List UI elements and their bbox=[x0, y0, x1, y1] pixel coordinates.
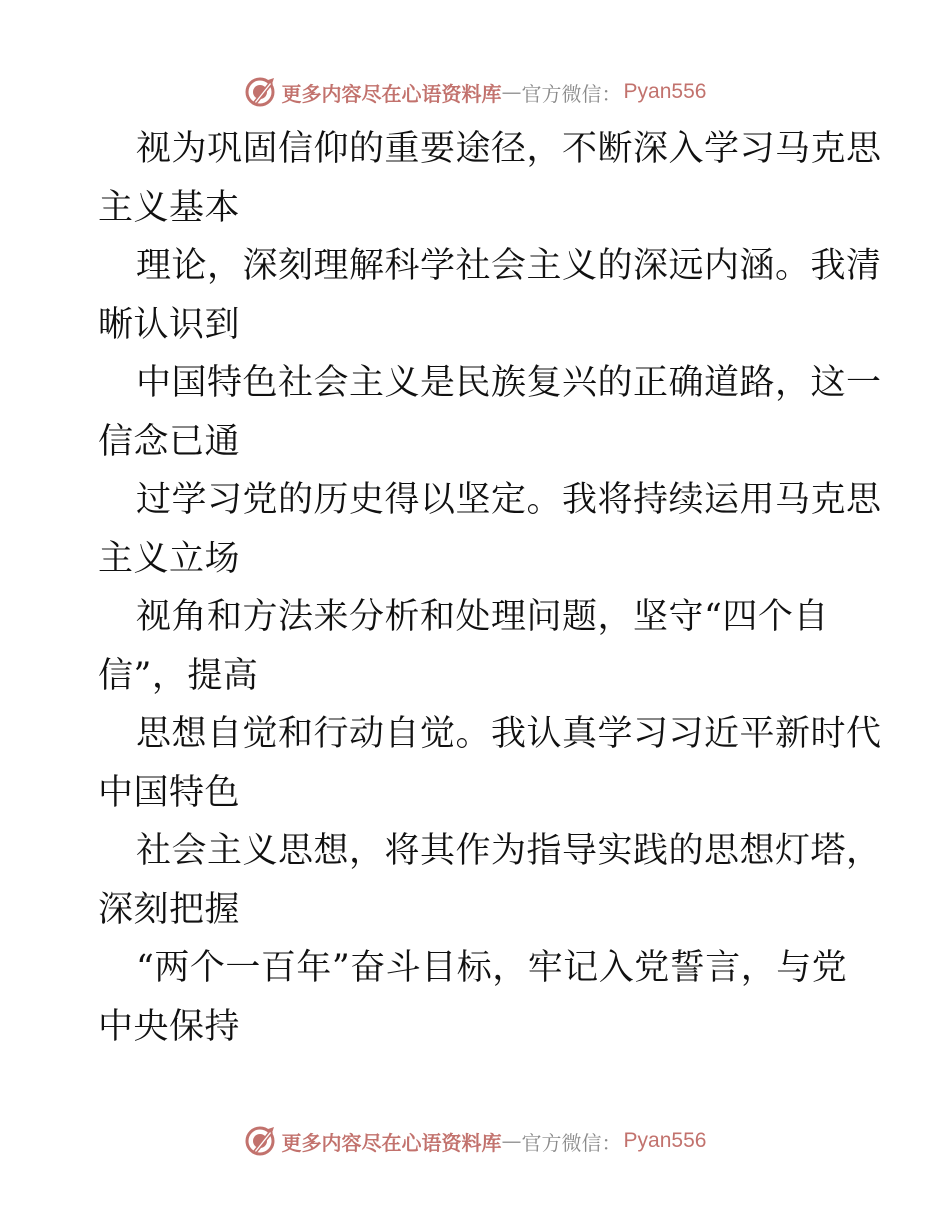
wechat-id: Pyan556 bbox=[623, 1129, 707, 1152]
body-line: 过学习党的历史得以坚定。我将持续运用马克思 bbox=[136, 480, 882, 520]
body-line: 中央保持 bbox=[98, 1006, 241, 1047]
quill-seal-icon bbox=[244, 76, 276, 108]
body-line: 主义立场 bbox=[98, 538, 241, 579]
header-banner bbox=[0, 72, 950, 112]
body-line: 社会主义思想，将其作为指导实践的思想灯塔， bbox=[136, 831, 882, 871]
site-name: 更多内容尽在心语资料库 bbox=[281, 81, 502, 106]
body-line: 晰认识到 bbox=[98, 304, 241, 345]
wechat-label: 官方微信： bbox=[521, 1130, 622, 1155]
body-line: 信”，提高 bbox=[98, 655, 259, 696]
body-line: 视角和方法来分析和处理问题，坚守“四个自 bbox=[136, 597, 829, 637]
body-line: 中国特色社会主义是民族复兴的正确道路，这一 bbox=[136, 363, 882, 403]
body-line: 主义基本 bbox=[98, 187, 241, 228]
body-line: 中国特色 bbox=[98, 772, 241, 813]
separator: — bbox=[501, 1129, 522, 1153]
separator: — bbox=[501, 80, 522, 104]
body-line: 理论，深刻理解科学社会主义的深远内涵。我清 bbox=[136, 246, 882, 286]
wechat-id: Pyan556 bbox=[623, 80, 707, 103]
body-line: “两个一百年”奋斗目标，牢记入党誓言，与党 bbox=[136, 948, 848, 988]
document-body bbox=[98, 120, 882, 1056]
quill-seal-icon bbox=[244, 1125, 276, 1157]
body-line: 信念已通 bbox=[98, 421, 241, 462]
wechat-label: 官方微信： bbox=[521, 81, 622, 106]
footer-banner bbox=[0, 1121, 950, 1161]
body-line: 思想自觉和行动自觉。我认真学习习近平新时代 bbox=[136, 714, 882, 754]
body-line: 视为巩固信仰的重要途径，不断深入学习马克思 bbox=[136, 129, 882, 169]
site-name: 更多内容尽在心语资料库 bbox=[281, 1130, 502, 1155]
body-line: 深刻把握 bbox=[98, 889, 241, 930]
